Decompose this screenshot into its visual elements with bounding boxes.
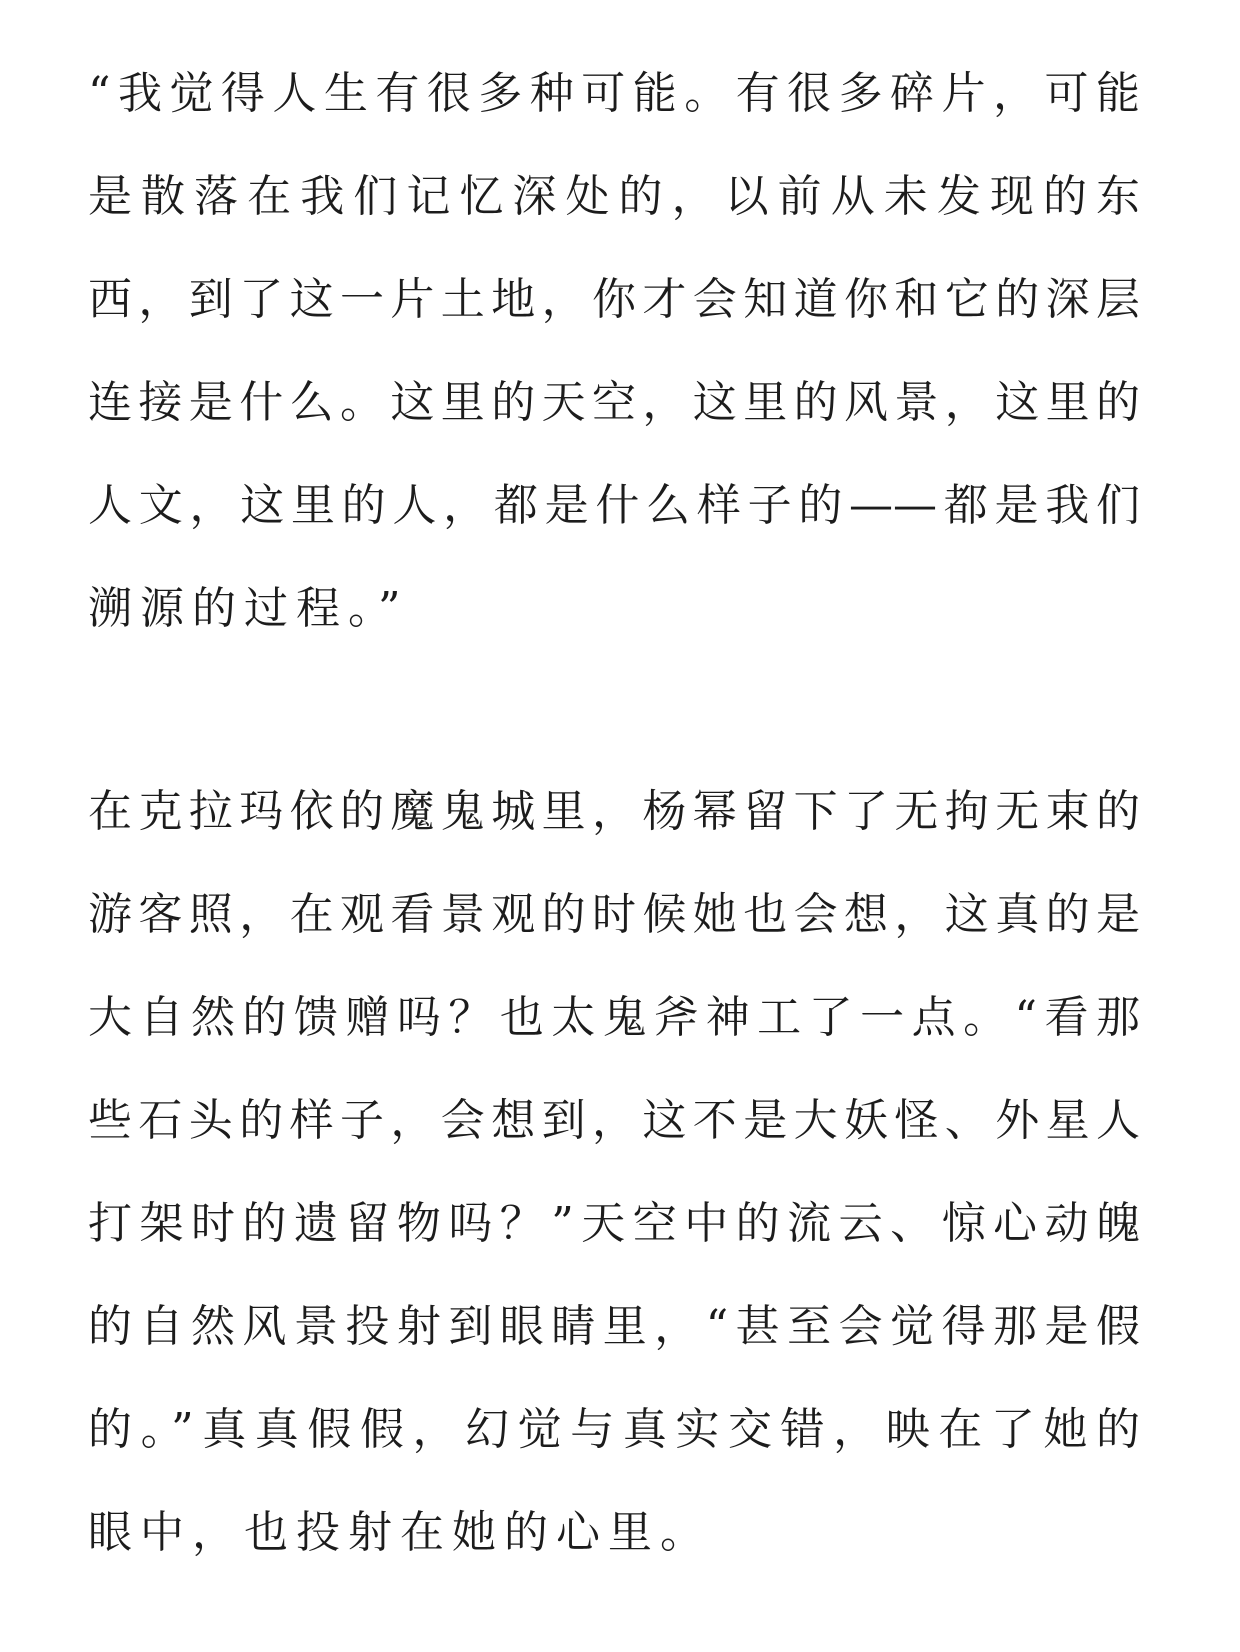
text-line: 些石头的样子，会想到，这不是大妖怪、外星人: [88, 1095, 1140, 1146]
text-line: 的。”真真假假，幻觉与真实交错，映在了她的: [88, 1404, 1140, 1455]
text-line: 眼中，也投射在她的心里。: [88, 1507, 712, 1558]
text-line: 打架时的遗留物吗？”天空中的流云、惊心动魄: [88, 1198, 1140, 1249]
text-line: 是散落在我们记忆深处的，以前从未发现的东: [88, 171, 1140, 222]
text-line: 人文，这里的人，都是什么样子的——都是我们: [88, 480, 1140, 531]
text-line: 在克拉玛依的魔鬼城里，杨幂留下了无拘无束的: [88, 786, 1140, 837]
text-line: 溯源的过程。”: [88, 583, 409, 634]
text-line: 西，到了这一片土地，你才会知道你和它的深层: [88, 274, 1140, 325]
text-line: “我觉得人生有很多种可能。有很多碎片，可能: [88, 68, 1140, 119]
text-line: 游客照，在观看景观的时候她也会想，这真的是: [88, 889, 1140, 940]
text-line: 大自然的馈赠吗？也太鬼斧神工了一点。“看那: [88, 992, 1140, 1043]
text-line: 连接是什么。这里的天空，这里的风景，这里的: [88, 377, 1140, 428]
text-line: 的自然风景投射到眼睛里，“甚至会觉得那是假: [88, 1301, 1140, 1352]
